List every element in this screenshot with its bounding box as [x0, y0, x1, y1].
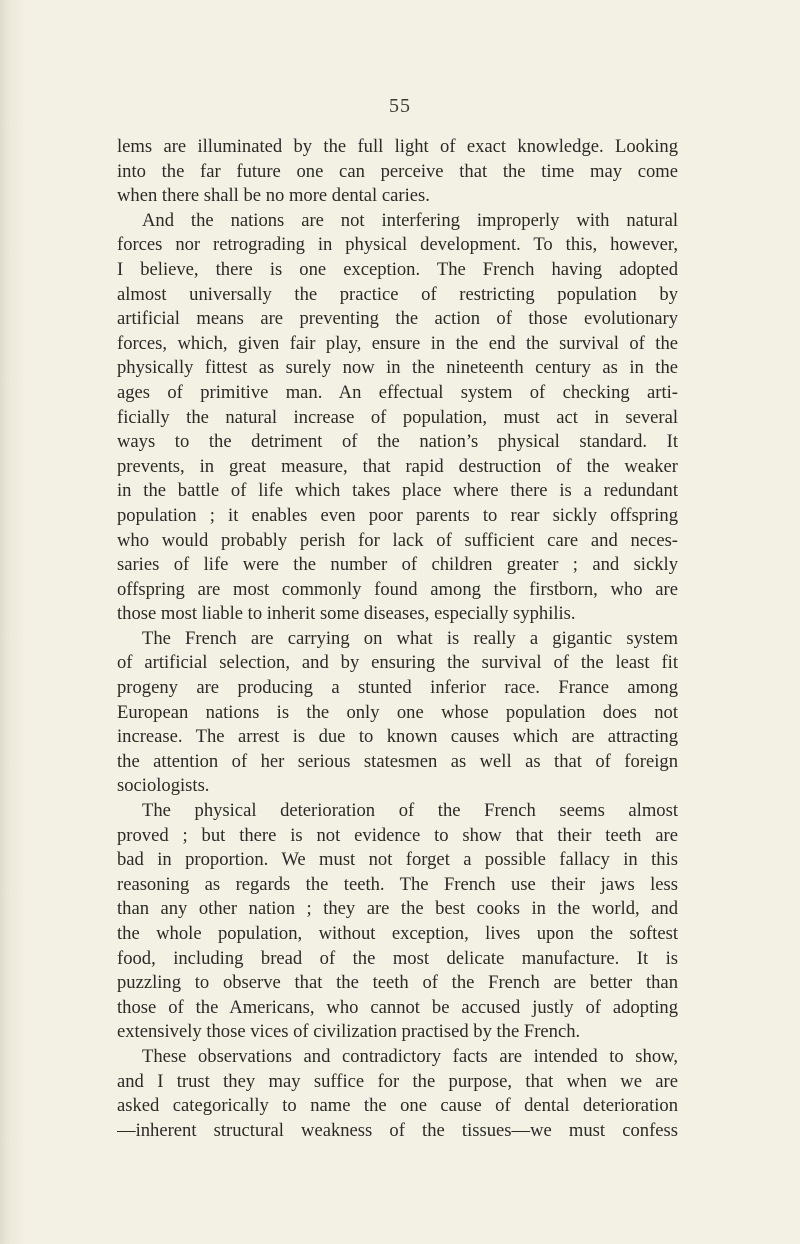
text-line: the attention of her serious statesmen as well as that of foreign: [117, 750, 678, 772]
text-line: physically fittest as surely now in the nineteenth century as in the: [117, 357, 678, 379]
text-line: ways to the detriment of the nation’s physical standard. It: [117, 431, 678, 453]
text-line: population ; it enables even poor parents to rear sickly offspring: [117, 504, 678, 526]
text-line: The French are carrying on what is really a gigantic system: [142, 627, 678, 649]
text-line: sociologists.: [117, 775, 210, 797]
text-line: those of the Americans, who cannot be accused justly of adopting: [117, 996, 678, 1018]
text-line: increase. The arrest is due to known causes which are attracting: [117, 726, 678, 748]
text-line: the whole population, without exception, lives upon the softest: [117, 923, 678, 944]
text-line: when there shall be no more dental caries.: [117, 185, 430, 207]
text-line: bad in proportion. We must not forget a possible fallacy in this: [117, 849, 678, 871]
body-text: [117, 135, 678, 1143]
page-number: 55: [389, 95, 411, 117]
text-line: European nations is the only one whose population does not: [117, 701, 678, 723]
text-line: And the nations are not interfering improperly with natural: [142, 209, 678, 231]
text-line: prevents, in great measure, that rapid destruction of the weaker: [117, 455, 678, 477]
text-line: than any other nation ; they are the best cooks in the world, and: [117, 898, 678, 920]
text-line: forces nor retrograding in physical development. To this, however,: [117, 234, 678, 256]
text-line: artificial means are preventing the action of those evolutionary: [117, 308, 678, 330]
text-line: lems are illuminated by the full light of exact knowledge. Looking: [117, 136, 678, 157]
text-line: puzzling to observe that the teeth of the French are better than: [117, 972, 678, 994]
text-line: proved ; but there is not evidence to show that their teeth are: [117, 824, 678, 846]
text-line: almost universally the practice of restricting population by: [117, 283, 678, 305]
text-line: The physical deterioration of the French seems almost: [142, 800, 678, 822]
text-line: and I trust they may suffice for the purpose, that when we are: [117, 1070, 678, 1092]
text-line: extensively those vices of civilization practised by the French.: [117, 1021, 581, 1043]
text-line: ficially the natural increase of population, must act in several: [117, 406, 678, 428]
text-line: offspring are most commonly found among the firstborn, who are: [117, 578, 678, 600]
text-line: —inherent structural weakness of the tissues—we must confess: [117, 1119, 678, 1141]
text-line: reasoning as regards the teeth. The French use their jaws less: [117, 873, 678, 895]
text-line: of artificial selection, and by ensuring the survival of the least fit: [117, 652, 678, 674]
text-line: those most liable to inherit some diseases, especially syphilis.: [117, 603, 576, 625]
text-line: asked categorically to name the one cause of dental deterioration: [117, 1095, 678, 1117]
text-line: food, including bread of the most delicate manufacture. It is: [117, 947, 678, 969]
text-line: I believe, there is one exception. The French having adopted: [117, 258, 678, 280]
text-line: forces, which, given fair play, ensure in the end the survival of the: [117, 332, 678, 354]
text-line: into the far future one can perceive that the time may come: [117, 160, 678, 182]
text-line: saries of life were the number of children greater ; and sickly: [117, 554, 678, 576]
text-line: These observations and contradictory facts are intended to show,: [142, 1045, 678, 1067]
text-line: who would probably perish for lack of sufficient care and neces-: [117, 529, 678, 551]
text-line: in the battle of life which takes place where there is a redundant: [117, 480, 678, 502]
text-line: progeny are producing a stunted inferior race. France among: [117, 677, 678, 699]
text-line: ages of primitive man. An effectual system of checking arti-: [117, 381, 678, 403]
